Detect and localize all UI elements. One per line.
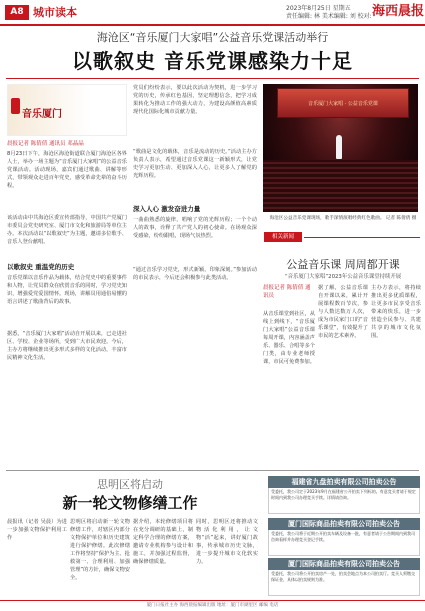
third-byline: 晨报讯（记者 吴晨）为进一步加强文物保护利用工作 <box>7 519 67 541</box>
third-paragraph-1: 思明区将启动新一轮文物修缮工作，对辖区内部分文物保护单位和历史建筑进行保护修缮。此次修缮工作将坚持“保护为主、抢救第一、合理利用、加强管理”的方针，确保文物安全。 <box>70 519 130 581</box>
subhead-1: 以歌叙史 重温党的历史 <box>7 263 75 271</box>
section-divider <box>6 470 419 471</box>
main-headline: 以歌叙史 音乐党课感染力十足 <box>72 49 353 73</box>
section-name: 城市读本 <box>33 6 77 19</box>
main-paragraph-1: 8月23日下午，海沧区海沧街道联合厦门海沧区各界人士，举办一场主题为“音乐厦门大家唱”的公益音乐党课活动。活动现场，嘉宾们通过歌曲、讲解等形式，带领观众走进百年党史，感受革命先辈的奋斗历程。 <box>7 151 127 189</box>
main-paragraph-3: 音乐党课以音乐作品为载体，结合党史中的重要事件和人物，让党员群众在欣赏音乐的同时，学习党史知识，增强爱党爱国情怀。现场，讲解员用通俗易懂的语言讲述了歌曲背后的故事。 <box>7 275 127 305</box>
third-paragraph-3: 同时，思明区还将推动文物活化利用，让文物“活”起来，讲好厦门故事，传承城市历史文脉，进一步提升城市文化软实力。 <box>196 519 258 565</box>
stage-screen-text: 音乐厦门大家唱 · 公益音乐党课 <box>308 101 378 107</box>
col2-paragraph-3: 一曲曲熟悉的旋律，唱响了党的光辉历程；一个个动人的故事，诠释了共产党人的初心使命。在场观众深受感染，纷纷跟唱，现场气氛热烈。 <box>133 217 257 239</box>
page-footer: 厦门日报社主办 海西晨报编辑出版 地址：厦门市湖里区 邮编 电话 <box>0 600 425 611</box>
newspaper-logo: 海西晨报 <box>372 4 425 19</box>
related-news-tag: 相关新闻 <box>264 232 302 242</box>
issue-date: 2023年8月25日 星期五 <box>286 5 351 12</box>
second-paragraph-3: 主办方表示，将持续推出更多优质课程，让更多市民享受音乐带来的快乐，进一步营造全民参与、共建共享的城市文化氛围。 <box>371 285 421 339</box>
audience-seats <box>263 160 418 212</box>
subhead-2: 深入人心 激发奋进力量 <box>133 205 201 213</box>
poster-brand: 音乐厦门 <box>22 109 62 120</box>
second-title: 公益音乐课 周周都开课 <box>286 258 400 271</box>
main-kicker: 海沧区“音乐厦门大家唱”公益音乐党课活动举行 <box>96 31 329 44</box>
auction-ad-title: 厦门国际商品拍卖有限公司拍卖公告 <box>268 558 420 570</box>
main-paragraph-2: 该活动由中共海沧区委宣传部指导，中国共产党厦门市委员会党史研究室、厦门市文化和旅游局等单位主办。本次活动以“以歌叙史”为主题，邀请多位歌手、音乐人登台献唱。 <box>7 215 127 245</box>
auction-ad-3 <box>268 558 420 596</box>
col2-paragraph-1: 党员们纷纷表示，要以此次活动为契机，进一步学习党的历史，传承红色基因，坚定理想信念，把学习成果转化为推动工作的强大动力，为建设高颜值高素质现代化国际化城市贡献力量。 <box>133 85 257 115</box>
main-byline: 晨报记者 陈倩倩 通讯员 邓晶晶 <box>7 141 84 147</box>
related-rule <box>304 237 420 238</box>
poster-mark-icon <box>11 98 20 114</box>
auction-ad-2 <box>268 518 420 556</box>
auction-ad-body: 受委托，我公司定于2023年9月在福建省公开拍卖下列标的。有意竞买者请于规定时间内到我公司办理竞买手续。详情请咨询。 <box>268 488 420 514</box>
second-paragraph-2: 据了解，公益音乐课自开课以来，累计开展课程数百节次，参与人数达数万人次，成为市民家门口的“音乐课堂”，有效提升了市民的艺术素养。 <box>318 285 368 339</box>
auction-ad-title: 福建省九盘拍卖有限公司拍卖公告 <box>268 476 420 488</box>
third-headline: 新一轮文物修缮工作 <box>62 494 198 512</box>
headline-rule <box>6 78 419 79</box>
col2-paragraph-2: “歌曲是文化的载体，音乐是流动的历史。”活动主办方负责人表示，希望通过音乐党课这一新颖形式，让党史学习更加生动、更加深入人心，让更多人了解党的光辉历程。 <box>133 149 257 179</box>
auction-ad-body: 受委托，我公司将于近期公开拍卖车辆及设备一批，有意者请于公告期间内到我司咨询看样并办理竞买登记手续。 <box>268 530 420 556</box>
second-subtitle: “音乐厦门大家唱”2023年公益音乐课堂持续开展 <box>284 274 402 280</box>
photo-caption: 海沧区公益音乐党课现场，歌手深情演唱经典红色歌曲。 记者 陈倩倩 摄 <box>269 216 417 221</box>
page-number: A8 <box>5 5 29 20</box>
third-title: 思明区将启动 <box>97 478 163 491</box>
singer-figure <box>336 135 342 159</box>
auction-ad-body: 受委托，我公司将公开拍卖房产一处，拍卖会地点为本公司拍卖厅。竞买人须缴交保证金，具体以拍卖规则为准。 <box>268 570 420 596</box>
col2-paragraph-4: “通过音乐学习党史，形式新颖，印象深刻。”参加活动的市民表示，今后还会积极参与此类活动。 <box>133 267 257 281</box>
second-byline: 晨报记者 陈倩倩 通讯员 <box>263 285 311 299</box>
third-paragraph-2: 据介绍，本轮修缮项目将在充分调研的基础上，制定科学合理的修缮方案，邀请专业机构参与设计和施工，并加强过程监督，确保修缮质量。 <box>133 519 193 565</box>
auction-ad-1 <box>268 476 420 514</box>
main-paragraph-4: 据悉，“音乐厦门大家唱”活动自开展以来，已走进社区、学校、企业等场所，受到广大市民欢迎。今后，主办方将继续推出更多形式多样的文化活动，丰富市民精神文化生活。 <box>7 331 127 361</box>
editor-credits: 责任编辑: 林 美术编辑: 刘 校对: <box>286 13 372 20</box>
auction-ad-title: 厦门国际商品拍卖有限公司拍卖公告 <box>268 518 420 530</box>
second-paragraph-1: 从音乐课堂到社区，从线上到线下，“音乐厦门大家唱”公益音乐课每周开课，内容涵盖声乐、器乐、合唱等多个门类，由专业老师授课，市民可免费参加。 <box>263 311 315 365</box>
